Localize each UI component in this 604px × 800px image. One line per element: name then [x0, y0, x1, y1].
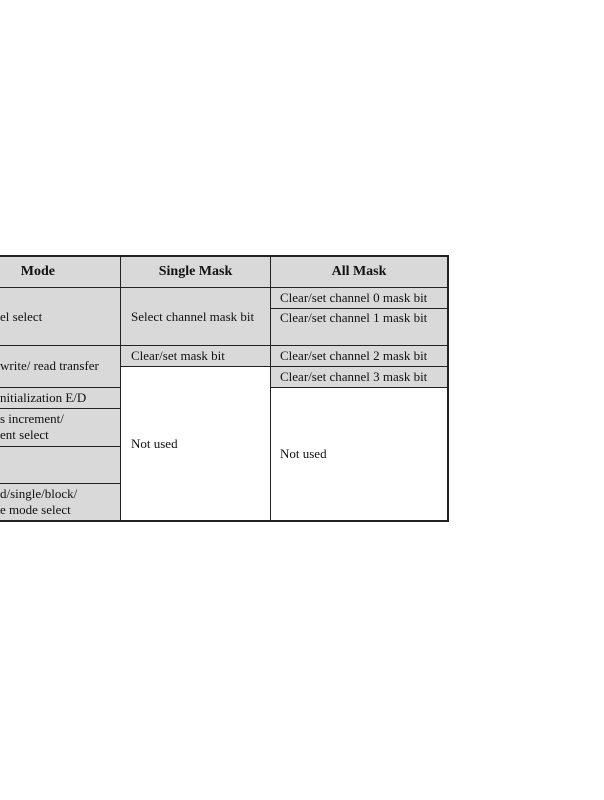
mode-cell	[0, 288, 121, 345]
row-divider	[0, 408, 121, 409]
single-mask-cell-text: Select channel mask bit	[131, 308, 255, 324]
mode-cell-text-line2: e mode select	[0, 502, 71, 517]
all-mask-cell-text: Clear/set channel 0 mask bit	[280, 290, 428, 305]
column-divider	[270, 256, 271, 521]
header-mode	[0, 256, 121, 288]
all-mask-cell	[270, 345, 448, 366]
mode-cell	[0, 387, 121, 408]
single-mask-cell-text: Not used	[131, 435, 178, 451]
column-divider	[120, 256, 121, 521]
row-divider	[0, 345, 121, 346]
row-divider	[270, 387, 448, 388]
mode-cell-text: el select	[0, 308, 43, 324]
single-mask-cell	[121, 345, 270, 366]
mode-cell-text-line1: s increment/	[0, 411, 64, 426]
all-mask-cell-text: Clear/set channel 2 mask bit	[280, 347, 428, 363]
all-mask-cell-text: Clear/set channel 1 mask bit	[280, 310, 428, 325]
row-divider	[0, 483, 121, 484]
header-mode-label: Mode	[20, 264, 55, 279]
header-single-mask	[121, 256, 270, 288]
all-mask-cell	[270, 288, 448, 308]
row-divider	[270, 308, 448, 309]
mode-cell-text-line2: ent select	[0, 427, 49, 442]
row-divider	[0, 446, 121, 447]
row-divider	[270, 366, 448, 367]
mode-cell	[0, 483, 121, 521]
all-mask-cell	[270, 308, 448, 345]
mode-cell-text: nitialization E/D	[0, 389, 87, 405]
all-mask-cell-text: Not used	[280, 446, 327, 461]
mode-cell	[0, 345, 121, 387]
all-mask-cell	[270, 366, 448, 387]
mode-cell	[0, 446, 121, 483]
row-divider	[121, 345, 270, 346]
all-mask-cell-text: Clear/set channel 3 mask bit	[280, 368, 428, 384]
mode-cell-text-line1: d/single/block/	[0, 486, 78, 501]
single-mask-cell	[121, 366, 270, 521]
header-all-mask-label: All Mask	[331, 264, 387, 279]
row-divider	[0, 387, 121, 388]
mode-cell	[0, 408, 121, 446]
mode-cell-text: write/ read transfer	[0, 358, 99, 373]
single-mask-cell-text: Clear/set mask bit	[131, 347, 225, 363]
all-mask-cell	[270, 387, 448, 521]
table-border-top	[0, 255, 449, 257]
table-border-bottom	[0, 520, 449, 522]
table-border-right	[447, 255, 449, 522]
row-divider	[121, 366, 270, 367]
header-all-mask	[270, 256, 448, 288]
single-mask-cell	[121, 288, 270, 345]
header-divider	[0, 287, 448, 288]
header-single-mask-label: Single Mask	[158, 264, 233, 279]
row-divider	[270, 345, 448, 346]
